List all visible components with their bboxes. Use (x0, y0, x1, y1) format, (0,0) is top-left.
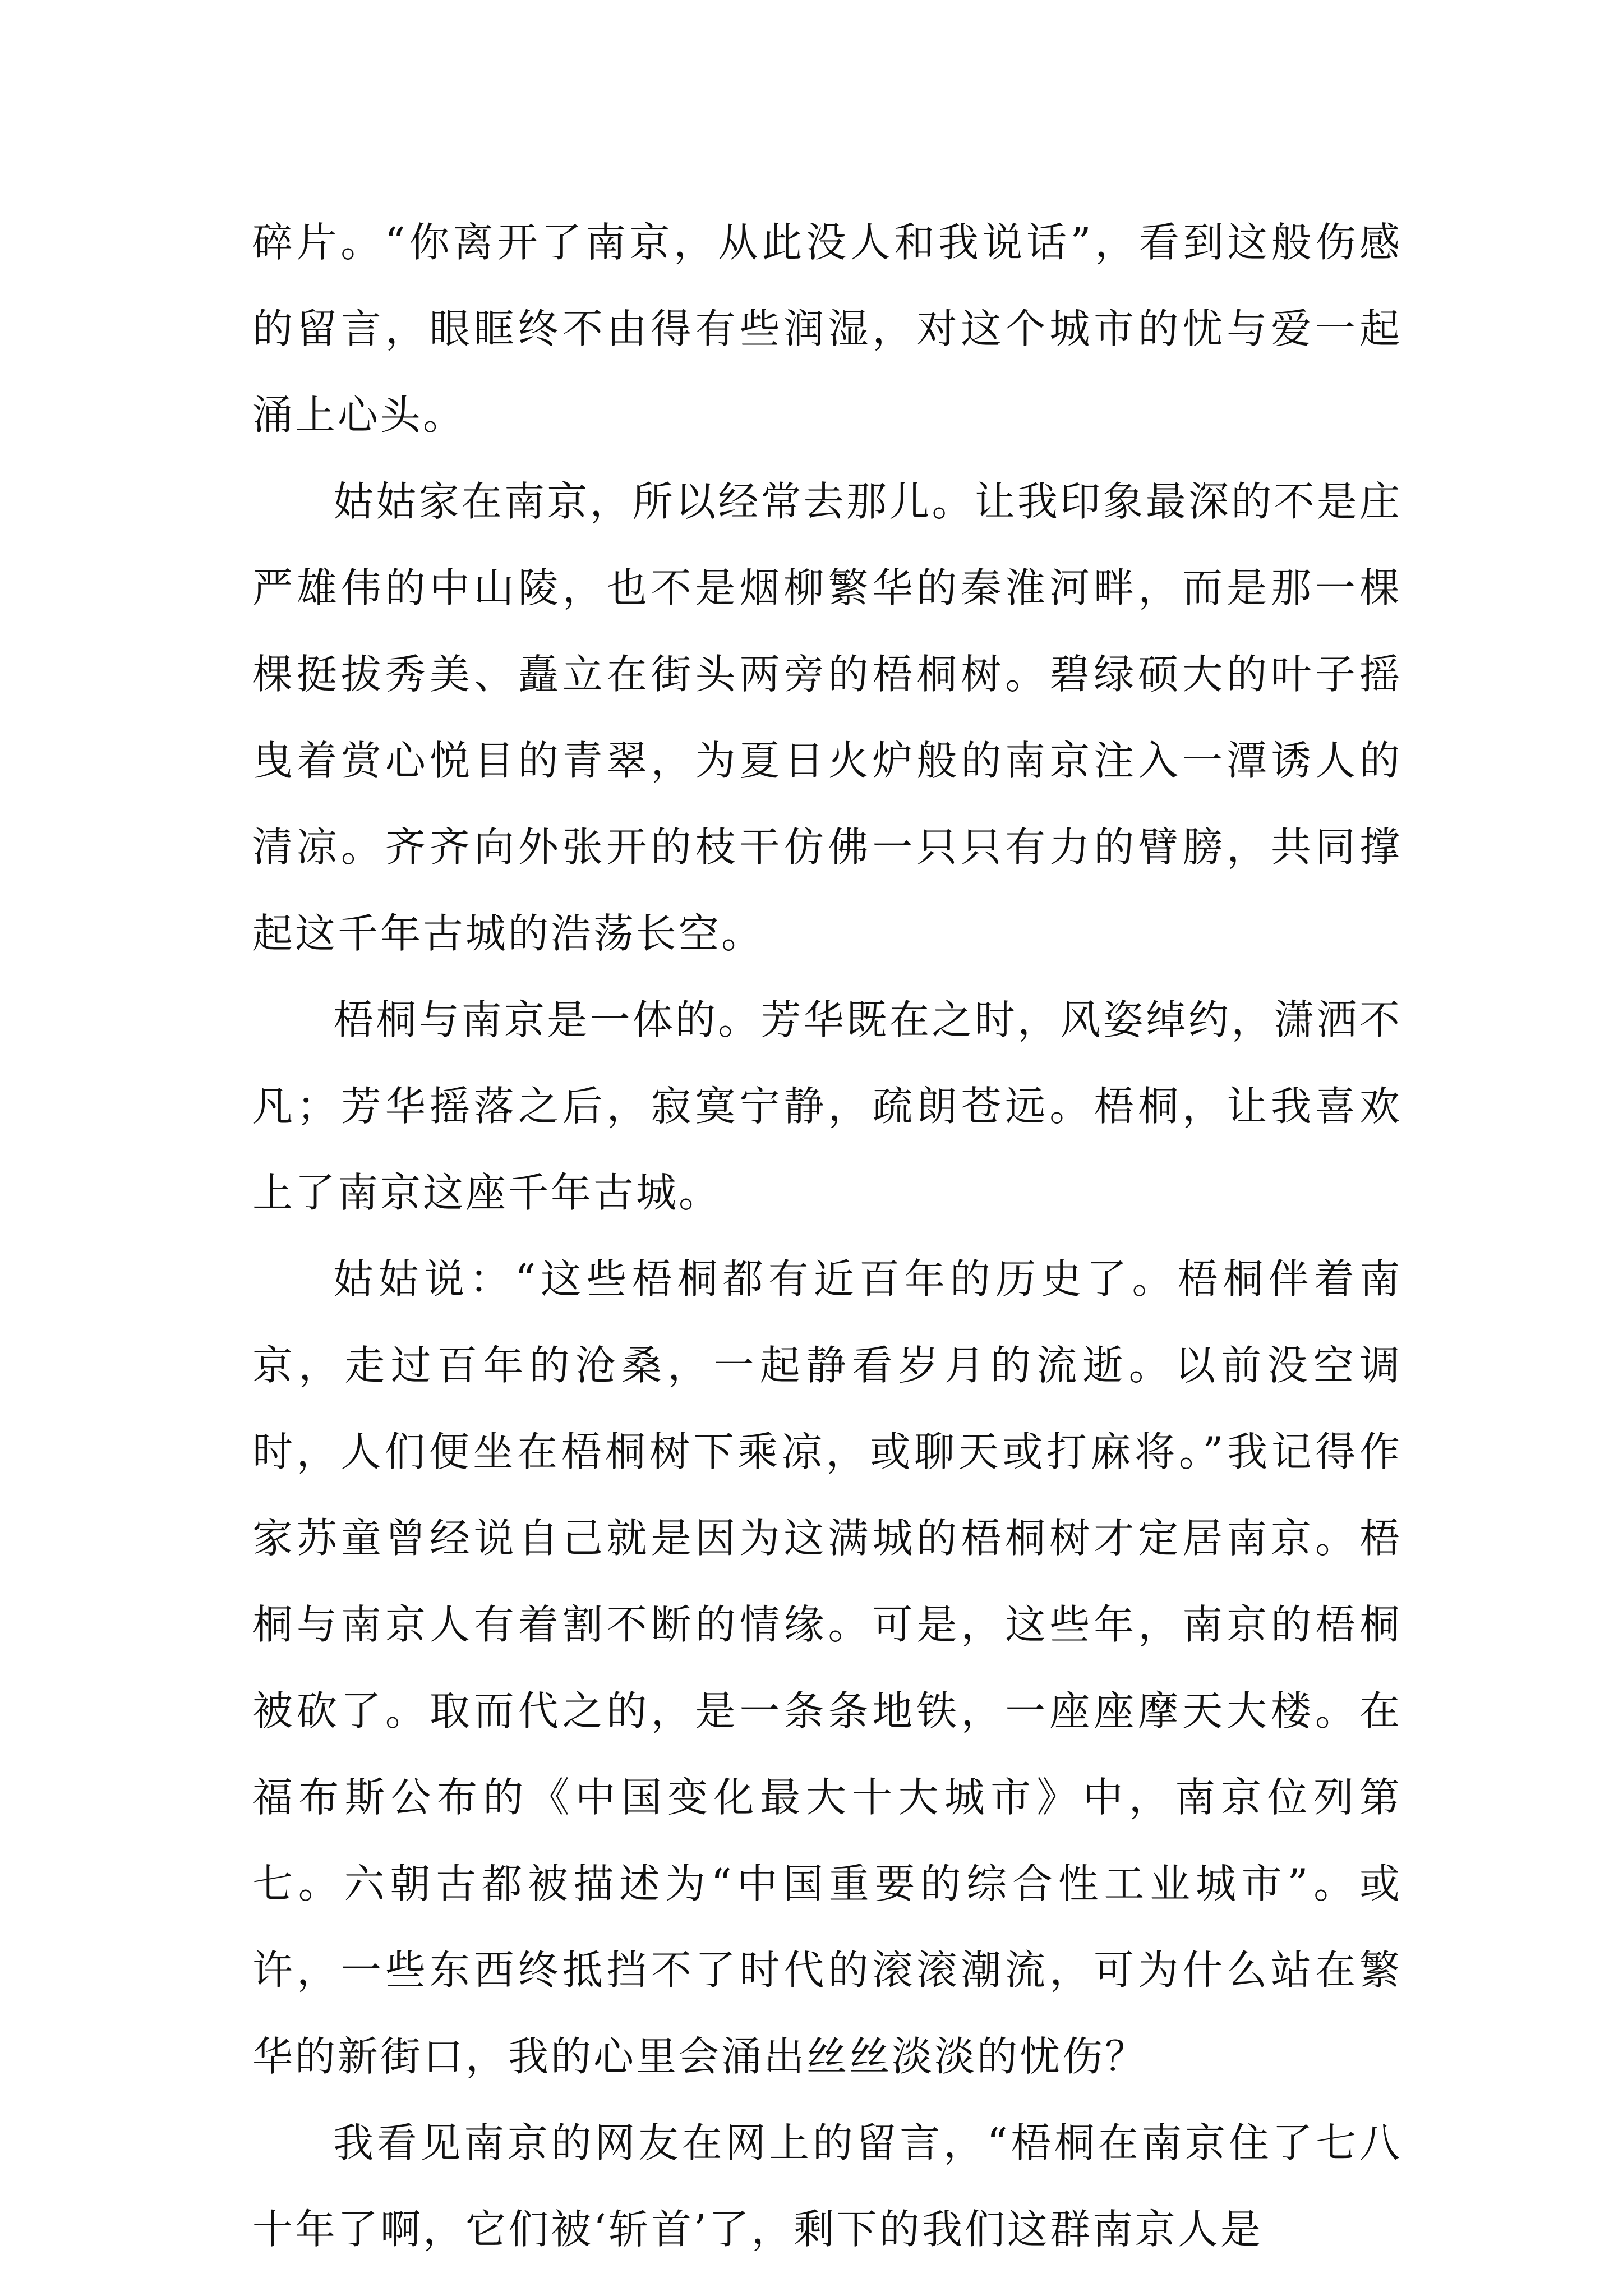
paragraph-5: 我看见南京的网友在网上的留言，“梧桐在南京住了七八十年了啊，它们被‘斩首’了，剩下的我们这群南京人是 (252, 2119, 1402, 2253)
paragraph-2: 姑姑家在南京，所以经常去那儿。让我印象最深的不是庄严雄伟的中山陵，也不是烟柳繁华的秦淮河畔，而是那一棵棵挺拔秀美、矗立在街头两旁的梧桐树。碧绿硕大的叶子摇曳着赏心悦目的青翠，为夏日火炉般的南京注入一潭诱人的清凉。齐齐向外张开的枝干仿佛一只只有力的臂膀，共同撑起这千年古城的浩荡长空。 (252, 478, 1402, 957)
essay-body (252, 199, 1402, 2272)
paragraph-4: 姑姑说：“这些梧桐都有近百年的历史了。梧桐伴着南京，走过百年的沧桑，一起静看岁月的流逝。以前没空调时，人们便坐在梧桐树下乘凉，或聊天或打麻将。”我记得作家苏童曾经说自己就是因为这满城的梧桐树才定居南京。梧桐与南京人有着割不断的情缘。可是，这些年，南京的梧桐被砍了。取而代之的，是一条条地铁，一座座摩天大楼。在福布斯公布的《中国变化最大十大城市》中，南京位列第七。六朝古都被描述为“中国重要的综合性工业城市”。或许，一些东西终抵挡不了时代的滚滚潮流，可为什么站在繁华的新街口，我的心里会涌出丝丝淡淡的忧伤？ (252, 1255, 1402, 2080)
paragraph-3: 梧桐与南京是一体的。芳华既在之时，风姿绰约，潇洒不凡；芳华摇落之后，寂寞宁静，疏朗苍远。梧桐，让我喜欢上了南京这座千年古城。 (252, 996, 1402, 1216)
paragraph-1: 碎片。“你离开了南京，从此没人和我说话”，看到这般伤感的留言，眼眶终不由得有些润湿，对这个城市的忧与爱一起涌上心头。 (252, 219, 1402, 439)
